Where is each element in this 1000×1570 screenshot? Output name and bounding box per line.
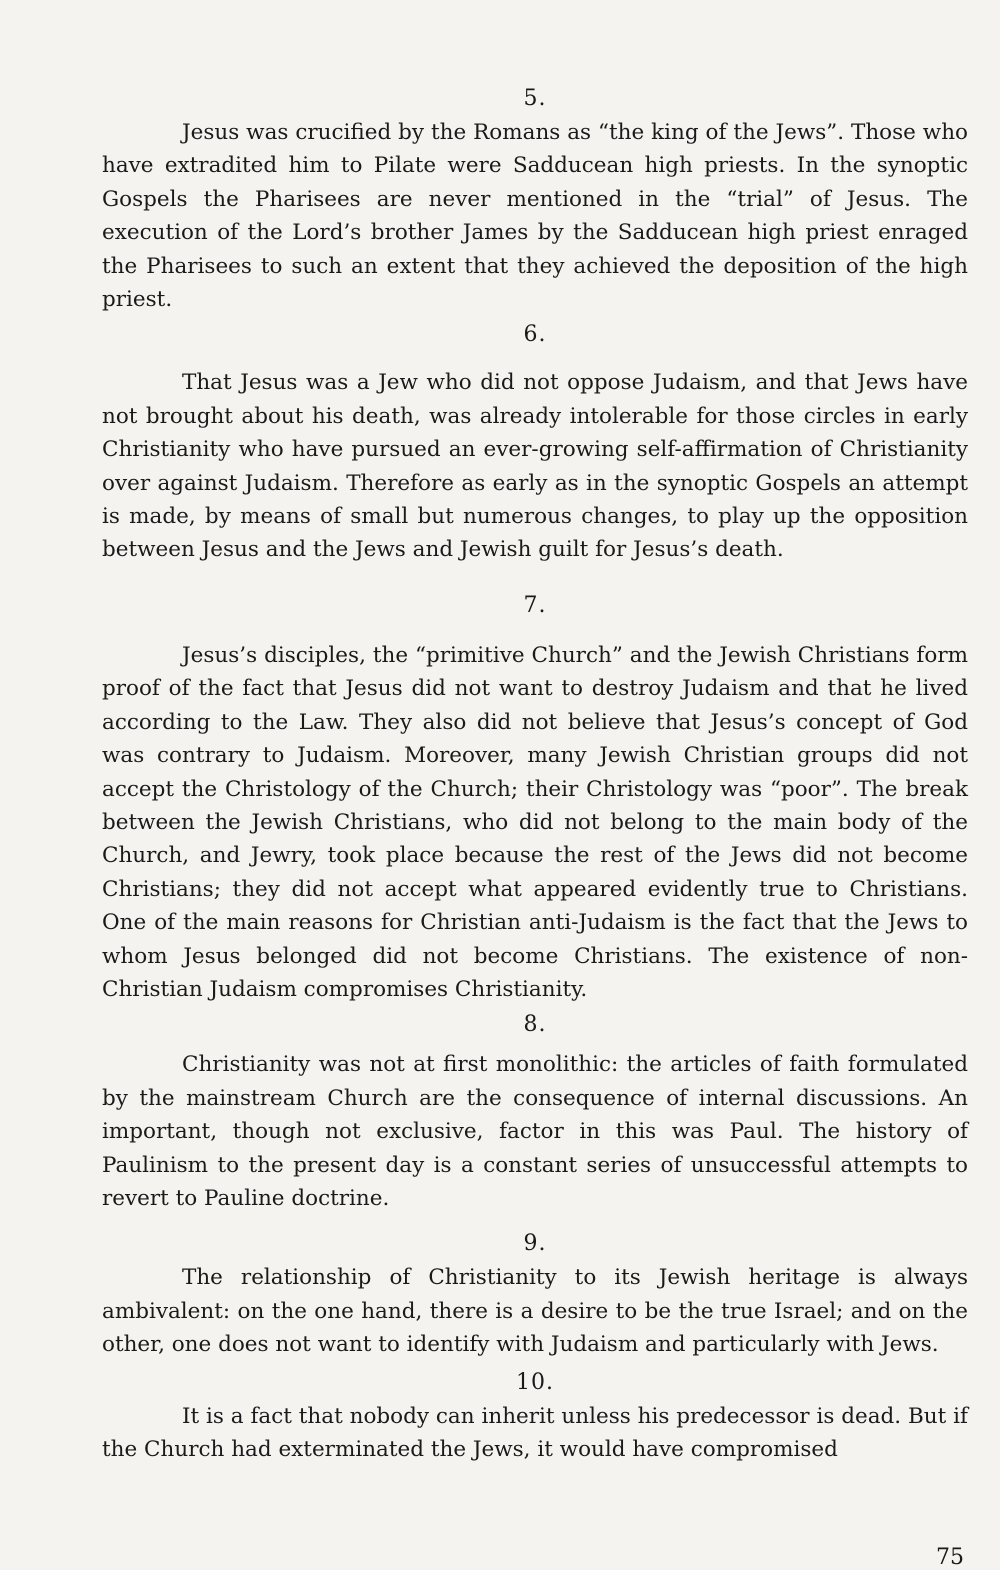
section-number: 9. <box>523 1231 547 1257</box>
section-paragraph: Jesus was crucified by the Romans as “the king of the Jews”. Those who have extradited him to Pilate were Sadducean high priests. In the synoptic Gospels the Pharisees are never mentioned in the “trial” of Jesus. The execution of the Lord’s brother James by the Sadducean high priest enraged the Pharisees to such an extent that they achieved the deposition of the high priest. <box>102 120 968 313</box>
section-number: 6. <box>523 322 547 348</box>
section-number: 10. <box>516 1369 554 1395</box>
text-body <box>102 82 968 1466</box>
page-number: 75 <box>936 1545 964 1570</box>
section-paragraph: It is a fact that nobody can inherit unless his predecessor is dead. But if the Church had exterminated the Jews, it would have compromised <box>102 1403 968 1462</box>
section-paragraph: Jesus’s disciples, the “primitive Church” and the Jewish Christians form proof of the fact that Jesus did not want to destroy Judaism and that he lived according to the Law. They also did not believe that Jesus’s concept of God was contrary to Judaism. Moreover, many Jewish Christian groups did not accept the Christology of the Church; their Christology was “poor”. The break between the Jewish Christians, who did not belong to the main body of the Church, and Jewry, took place because the rest of the Jews did not become Christians; they did not accept what appeared evidently true to Christians. One of the main reasons for Christian anti-Judaism is the fact that the Jews to whom Jesus belonged did not become Christians. The existence of non-Christian Judaism compromises Christianity. <box>102 642 968 1002</box>
section-paragraph: Christianity was not at first monolithic: the articles of faith formulated by the mainstream Church are the consequence of internal discussions. An important, though not exclusive, factor in this was Paul. The history of Paulinism to the present day is a constant series of unsuccessful attempts to revert to Pauline doctrine. <box>102 1052 968 1211</box>
section-number: 8. <box>523 1012 547 1038</box>
section-number: 5. <box>523 86 547 111</box>
section-paragraph: That Jesus was a Jew who did not oppose Judaism, and that Jews have not brought about his death, was already intolerable for those circles in early Christianity who have pursued an ever-growing self-affirmation of Christianity over against Judaism. Therefore as early as in the synoptic Gospels an attempt is made, by means of small but numerous changes, to play up the opposition between Jesus and the Jews and Jewish guilt for Jesus’s death. <box>102 370 968 563</box>
section-number: 7. <box>523 592 547 618</box>
section-paragraph: The relationship of Christianity to its Jewish heritage is always ambivalent: on the one hand, there is a desire to be the true Israel; and on the other, one does not want to identify with Judaism and particularly with Jews. <box>102 1265 968 1358</box>
